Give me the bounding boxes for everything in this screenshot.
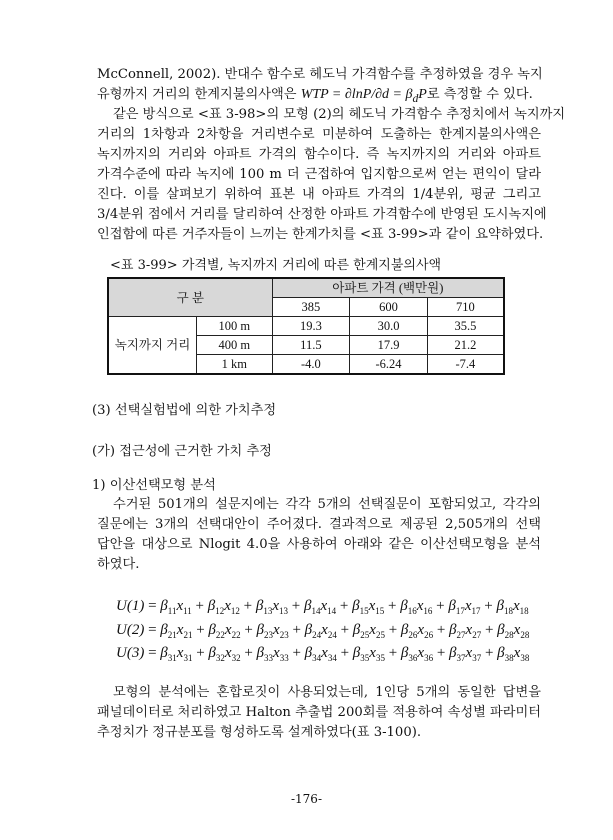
equation-term: $\beta_{15}x_{15}$ bbox=[352, 598, 385, 616]
equation-term: $\beta_{37}x_{37}$ bbox=[449, 645, 482, 663]
marginal-wtp-table bbox=[107, 277, 505, 375]
equation-term: $\beta_{38}x_{38}$ bbox=[497, 645, 530, 663]
text-line: 거리의 1차항과 2차항을 거리변수로 미분하여 도출하는 한계지불의사액은 bbox=[97, 127, 541, 142]
table-header-row bbox=[108, 278, 504, 298]
equation-term: $\beta_{12}x_{12}$ bbox=[207, 598, 240, 616]
page-number: -176- bbox=[290, 792, 322, 806]
equation-term: $\beta_{35}x_{35}$ bbox=[352, 645, 385, 663]
equation-term: $\beta_{26}x_{26}$ bbox=[400, 621, 434, 640]
utility-equation: $U(2) = \beta_{21}x_{21} + \beta_{22}x_{22} + \beta_{23}x_{23} + \beta_{24}x_{24} + \beta_{25}x_{25} + \beta_{26}x_{26} + \beta_{27}x_{27} + \beta_{28}x_{28}$ bbox=[116, 621, 530, 640]
row-label: 100 m bbox=[196, 317, 272, 336]
table-caption: <표 3-99> 가격별, 녹지까지 거리에 따른 한계지불의사액 bbox=[110, 258, 442, 273]
paragraph-1 bbox=[97, 65, 541, 105]
equation-term: $\beta_{27}x_{27}$ bbox=[449, 621, 482, 640]
wtp-formula bbox=[300, 87, 427, 105]
equation-term: $\beta_{22}x_{22}$ bbox=[208, 621, 241, 640]
row-label: 1 km bbox=[196, 355, 272, 375]
equation-lhs: U(3) bbox=[116, 645, 145, 661]
equation-term: $\beta_{11}x_{11}$ bbox=[160, 598, 192, 616]
utility-equation: $U(3) = \beta_{31}x_{31} + \beta_{32}x_{32} + \beta_{33}x_{33} + \beta_{34}x_{34} + \beta_{35}x_{35} + \beta_{36}x_{36} + \beta_{37}x_{37} + \beta_{38}x_{38}$ bbox=[116, 645, 530, 663]
table-cell: 11.5 bbox=[272, 336, 350, 355]
text-span: 로 측정할 수 있다. bbox=[426, 87, 533, 102]
column-header: 710 bbox=[427, 298, 504, 317]
text-line: 질문에는 3개의 선택대안이 주어졌다. 결과적으로 제공된 2,505개의 선택 bbox=[97, 517, 541, 532]
equation-term: $\beta_{21}x_{21}$ bbox=[160, 621, 193, 640]
paragraph-3 bbox=[97, 495, 541, 575]
equation-term: $\beta_{25}x_{25}$ bbox=[352, 621, 385, 640]
text-line bbox=[97, 85, 541, 105]
text-line: 수거된 501개의 설문지에는 각각 5개의 선택질문이 포함되었고, 각각의 bbox=[113, 497, 541, 512]
row-label: 400 m bbox=[196, 336, 272, 355]
column-header: 600 bbox=[350, 298, 428, 317]
equation-lhs: U(1) bbox=[116, 598, 145, 614]
equation-lhs: U(2) bbox=[116, 621, 145, 638]
table-cell: -7.4 bbox=[427, 355, 504, 375]
equation-term: $\beta_{36}x_{36}$ bbox=[400, 645, 434, 663]
section-heading: (3) 선택실험법에 의한 가치추정 bbox=[92, 403, 277, 418]
paragraph-4 bbox=[97, 683, 541, 743]
equation-term: $\beta_{16}x_{16}$ bbox=[400, 598, 433, 616]
text-line: McConnell, 2002). 반대수 함수로 헤도닉 가격함수를 추정하였을 경우 녹지 bbox=[97, 67, 543, 82]
equation-term: $\beta_{14}x_{14}$ bbox=[304, 598, 337, 616]
equation-term: $\beta_{33}x_{33}$ bbox=[256, 645, 289, 663]
equation-term: $\beta_{34}x_{34}$ bbox=[304, 645, 337, 663]
corner-header: 구 분 bbox=[108, 278, 272, 317]
paragraph-2 bbox=[97, 105, 566, 245]
text-line: 모형의 분석에는 혼합로짓이 사용되었는데, 1인당 5개의 동일한 답변을 bbox=[113, 685, 541, 700]
text-line: 3/4분위 점에서 거리를 달리하여 산정한 아파트 가격함수에 반영된 도시녹지에 bbox=[97, 207, 547, 222]
table-cell: -6.24 bbox=[350, 355, 428, 375]
group-header: 아파트 가격 (백만원) bbox=[272, 278, 504, 298]
text-span: 유형까지 거리의 한계지불의사액은 bbox=[97, 87, 297, 102]
table-cell: 17.9 bbox=[350, 336, 428, 355]
row-group-label: 녹지까지 거리 bbox=[108, 317, 196, 375]
text-line: 녹지까지의 거리와 아파트 가격의 함수이다. 즉 녹지까지의 거리와 아파트 bbox=[97, 147, 541, 162]
equation-term: $\beta_{17}x_{17}$ bbox=[448, 598, 481, 616]
equation-term: $\beta_{23}x_{23}$ bbox=[256, 621, 289, 640]
utility-equation: $U(1) = \beta_{11}x_{11} + \beta_{12}x_{12} + \beta_{13}x_{13} + \beta_{14}x_{14} + \beta_{15}x_{15} + \beta_{16}x_{16} + \beta_{17}x_{17} + \beta_{18}x_{18}$ bbox=[116, 598, 529, 616]
equation-term: $\beta_{24}x_{24}$ bbox=[304, 621, 337, 640]
text-line: 가격수준에 따라 녹지에 100 m 더 근접하여 입지함으로써 얻는 편익이 달라 bbox=[97, 167, 541, 182]
text-line: 추정치가 정규분포를 형성하도록 설계하였다(표 3-100). bbox=[97, 725, 422, 740]
table-cell: 30.0 bbox=[350, 317, 428, 336]
subsubsection-heading: 1) 이산선택모형 분석 bbox=[92, 478, 216, 493]
table-cell: 21.2 bbox=[427, 336, 504, 355]
table-row bbox=[108, 317, 504, 336]
equation-term: $\beta_{18}x_{18}$ bbox=[496, 598, 529, 616]
subsection-heading: (가) 접근성에 근거한 가치 추정 bbox=[92, 444, 272, 459]
text-line: 같은 방식으로 <표 3-98>의 모형 (2)의 헤도닉 가격함수 추정치에서 녹지까지 bbox=[113, 107, 566, 122]
table-cell: 35.5 bbox=[427, 317, 504, 336]
table-cell: -4.0 bbox=[272, 355, 350, 375]
table-cell: 19.3 bbox=[272, 317, 350, 336]
text-line: 하였다. bbox=[97, 557, 140, 572]
equation-term: $\beta_{13}x_{13}$ bbox=[255, 598, 289, 616]
text-line: 패널데이터로 처리하였고 Halton 추출법 200회를 적용하여 속성별 파라미터 bbox=[97, 705, 541, 720]
equation-term: $\beta_{31}x_{31}$ bbox=[160, 645, 193, 663]
equation-term: $\beta_{28}x_{28}$ bbox=[497, 621, 530, 640]
text-line: 인접함에 따른 거주자들이 느끼는 한계가치를 <표 3-99>과 같이 요약하였다. bbox=[97, 227, 544, 242]
text-line: 답안을 대상으로 Nlogit 4.0을 사용하여 아래와 같은 이산선택모형을 분석 bbox=[97, 537, 541, 552]
column-header: 385 bbox=[272, 298, 350, 317]
formula-tail: P bbox=[418, 87, 427, 102]
text-line: 진다. 이를 살펴보기 위하여 표본 내 아파트 가격의 1/4분위, 평균 그리고 bbox=[97, 187, 541, 202]
formula-main: WTP = ∂lnP/∂d = β bbox=[300, 87, 413, 102]
equation-term: $\beta_{32}x_{32}$ bbox=[208, 645, 241, 663]
formula-sub: d bbox=[412, 91, 419, 105]
